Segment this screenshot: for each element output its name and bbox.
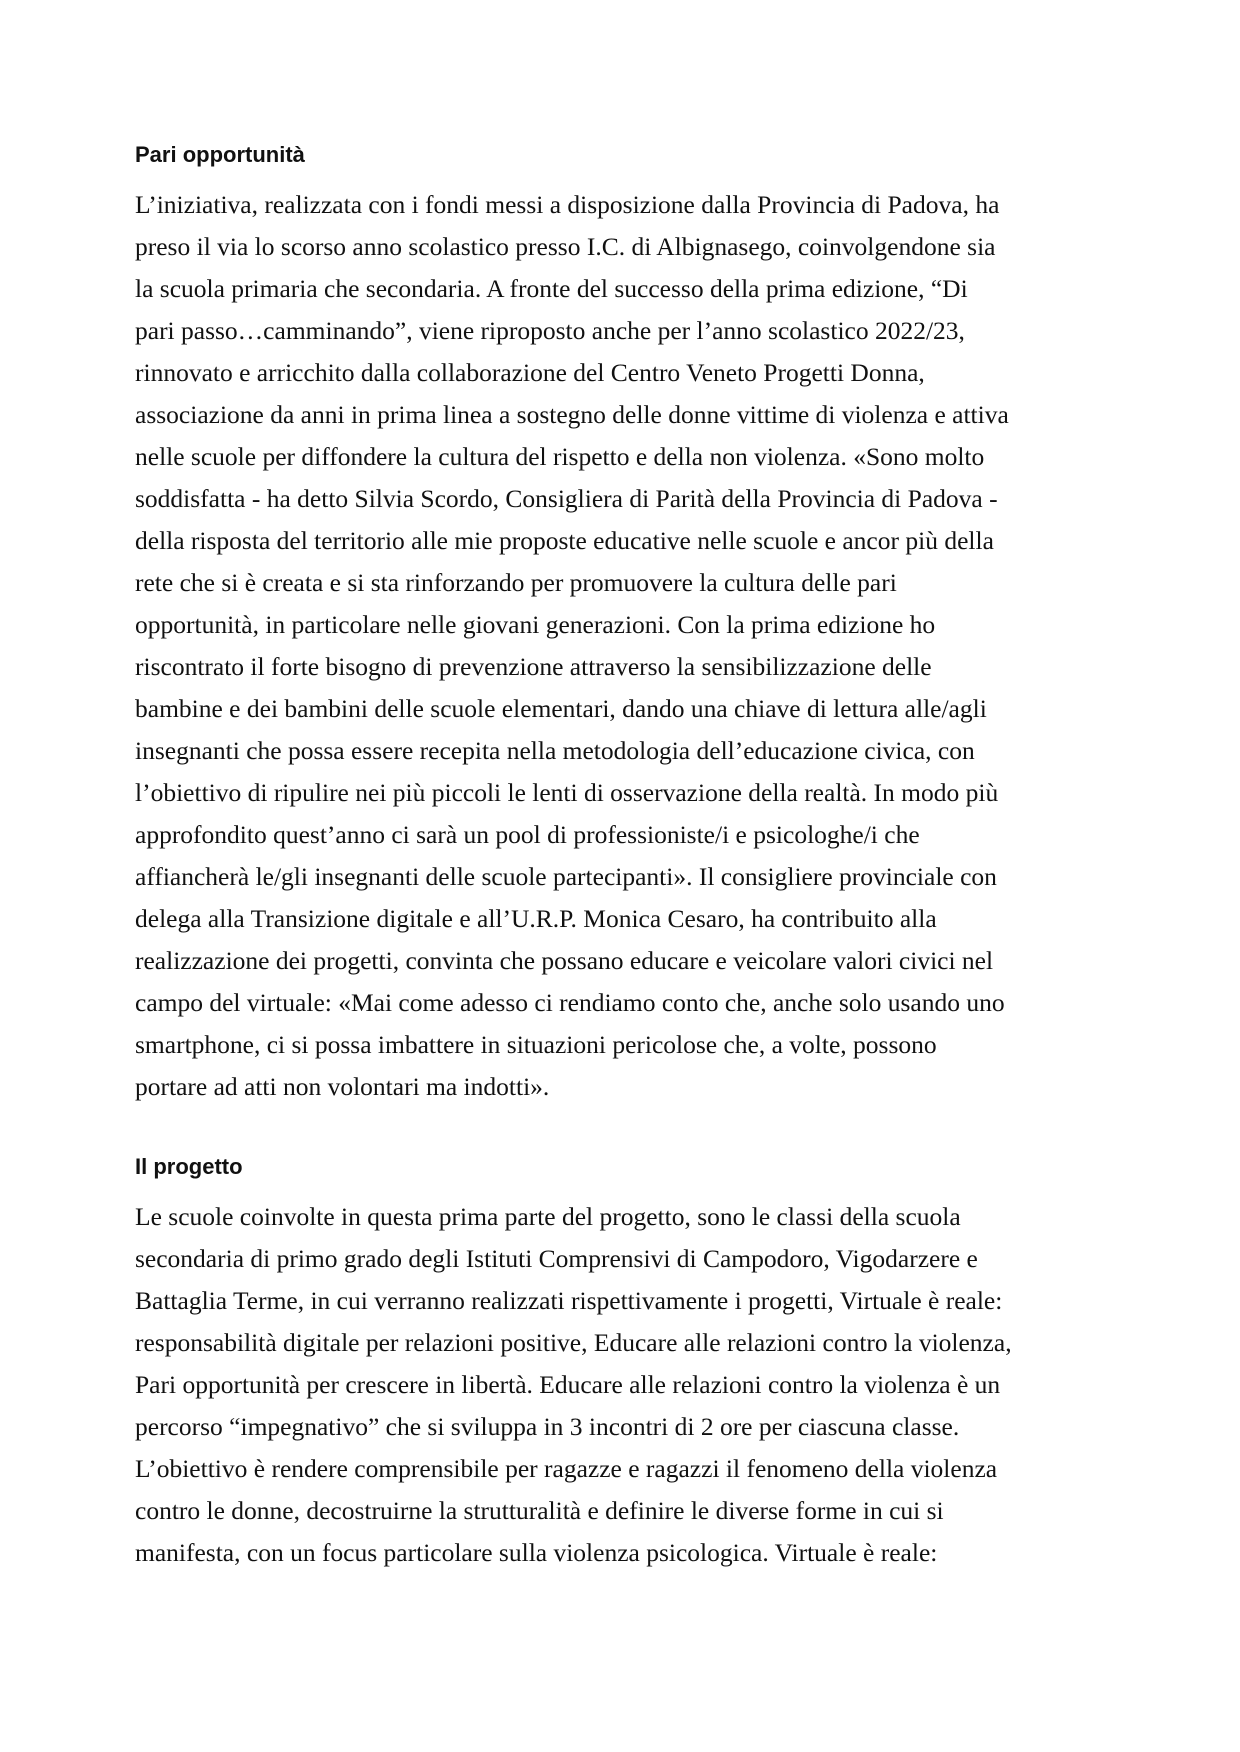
text-line: percorso “impegnativo” che si sviluppa in 3 incontri di 2 ore per ciascuna classe. <box>135 1412 960 1441</box>
text-line: Battaglia Terme, in cui verranno realizzati rispettivamente i progetti, Virtuale è reale: <box>135 1286 1003 1315</box>
text-line: responsabilità digitale per relazioni positive, Educare alle relazioni contro la violenza, <box>135 1328 1012 1357</box>
text-line: nelle scuole per diffondere la cultura del rispetto e della non violenza. «Sono molto <box>135 442 985 471</box>
text-line: approfondito quest’anno ci sarà un pool di professioniste/i e psicologhe/i che <box>135 820 920 849</box>
section-heading-il-progetto: Il progetto <box>135 1154 243 1179</box>
text-line: opportunità, in particolare nelle giovani generazioni. Con la prima edizione ho <box>135 610 936 639</box>
text-line: insegnanti che possa essere recepita nella metodologia dell’educazione civica, con <box>135 736 975 765</box>
text-line: affiancherà le/gli insegnanti delle scuole partecipanti». Il consigliere provinciale con <box>135 862 997 891</box>
text-line: rete che si è creata e si sta rinforzando per promuovere la cultura delle pari <box>135 568 897 597</box>
text-line: delega alla Transizione digitale e all’U.R.P. Monica Cesaro, ha contribuito alla <box>135 904 937 933</box>
section-paragraph-il-progetto <box>135 1196 1120 1574</box>
text-line: Pari opportunità per crescere in libertà. Educare alle relazioni contro la violenza è un <box>135 1370 1001 1399</box>
text-line: L’iniziativa, realizzata con i fondi messi a disposizione dalla Provincia di Padova, ha <box>135 190 1000 219</box>
section-paragraph-pari-opportunita <box>135 184 1120 1108</box>
text-line: l’obiettivo di ripulire nei più piccoli le lenti di osservazione della realtà. In modo più <box>135 778 999 807</box>
text-line: la scuola primaria che secondaria. A fronte del successo della prima edizione, “Di <box>135 274 968 303</box>
section-heading-pari-opportunita: Pari opportunità <box>135 142 305 167</box>
text-line: campo del virtuale: «Mai come adesso ci rendiamo conto che, anche solo usando uno <box>135 988 1005 1017</box>
text-line: preso il via lo scorso anno scolastico presso I.C. di Albignasego, coinvolgendone sia <box>135 232 996 261</box>
text-line: manifesta, con un focus particolare sulla violenza psicologica. Virtuale è reale: <box>135 1538 938 1567</box>
text-line: smartphone, ci si possa imbattere in situazioni pericolose che, a volte, possono <box>135 1030 937 1059</box>
text-line: contro le donne, decostruirne la strutturalità e definire le diverse forme in cui si <box>135 1496 944 1525</box>
text-line: rinnovato e arricchito dalla collaborazione del Centro Veneto Progetti Donna, <box>135 358 925 387</box>
text-line: soddisfatta - ha detto Silvia Scordo, Consigliera di Parità della Provincia di Padova - <box>135 484 998 513</box>
text-line: riscontrato il forte bisogno di prevenzione attraverso la sensibilizzazione delle <box>135 652 932 681</box>
text-line: della risposta del territorio alle mie proposte educative nelle scuole e ancor più della <box>135 526 994 555</box>
text-line: bambine e dei bambini delle scuole elementari, dando una chiave di lettura alle/agli <box>135 694 987 723</box>
text-line: pari passo…camminando”, viene riproposto anche per l’anno scolastico 2022/23, <box>135 316 965 345</box>
text-line: realizzazione dei progetti, convinta che possano educare e veicolare valori civici nel <box>135 946 994 975</box>
document-content <box>135 140 1120 1574</box>
text-line: associazione da anni in prima linea a sostegno delle donne vittime di violenza e attiva <box>135 400 1009 429</box>
text-line: portare ad atti non volontari ma indotti». <box>135 1072 550 1101</box>
text-line: secondaria di primo grado degli Istituti Comprensivi di Campodoro, Vigodarzere e <box>135 1244 978 1273</box>
text-line: Le scuole coinvolte in questa prima parte del progetto, sono le classi della scuola <box>135 1202 961 1231</box>
text-line: L’obiettivo è rendere comprensibile per ragazze e ragazzi il fenomeno della violenza <box>135 1454 998 1483</box>
